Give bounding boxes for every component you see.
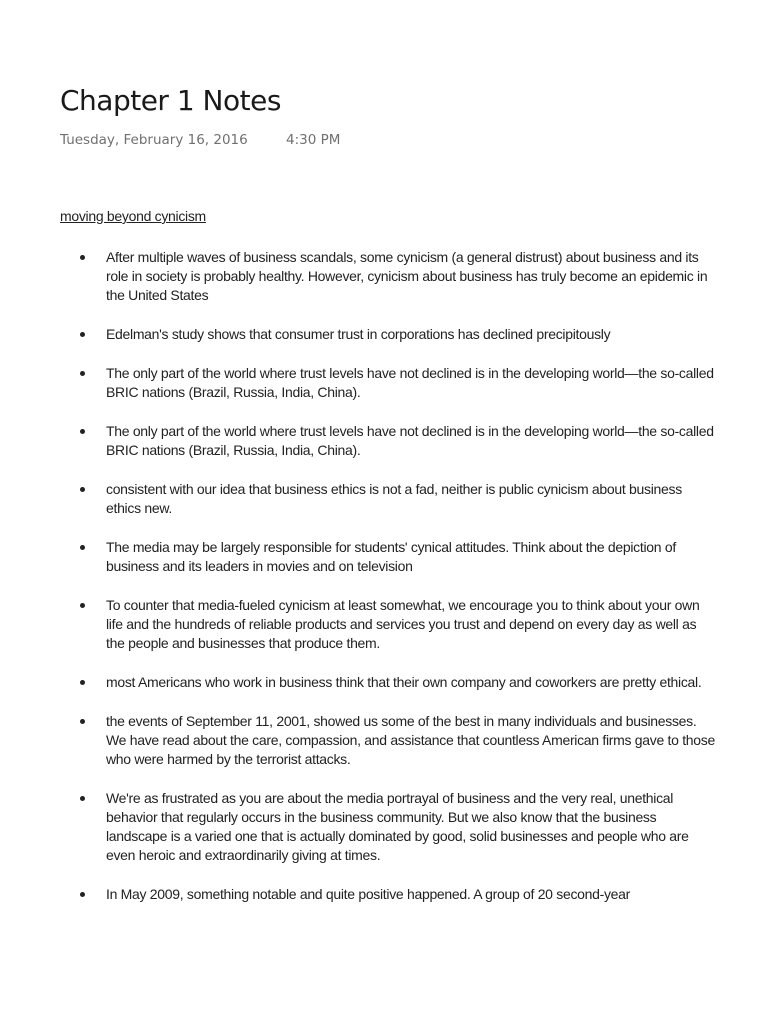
list-item bbox=[0, 422, 768, 460]
bullet-text: The media may be largely responsible for students' cynical attitudes. Think about the depiction of business and its leaders in movies and on television bbox=[106, 539, 676, 574]
list-item bbox=[0, 885, 768, 904]
bullet-icon bbox=[80, 796, 85, 801]
list-item bbox=[0, 789, 768, 865]
bullet-text: consistent with our idea that business ethics is not a fad, neither is public cynicism about business ethics new. bbox=[106, 481, 682, 516]
note-date: Tuesday, February 16, 2016 bbox=[60, 132, 248, 148]
bullet-icon bbox=[80, 332, 85, 337]
list-item bbox=[0, 480, 768, 518]
bullet-icon bbox=[80, 371, 85, 376]
bullet-text: the events of September 11, 2001, showed us some of the best in many individuals and businesses. We have read about the care, compassion, and assistance that countless American firms gave to those who were harmed by the terrorist attacks. bbox=[106, 713, 715, 767]
list-item bbox=[0, 673, 768, 692]
list-item bbox=[0, 364, 768, 402]
bullet-icon bbox=[80, 892, 85, 897]
bullet-list bbox=[0, 248, 768, 924]
note-time: 4:30 PM bbox=[286, 132, 341, 148]
list-item bbox=[0, 596, 768, 653]
list-item bbox=[0, 712, 768, 769]
bullet-icon bbox=[80, 719, 85, 724]
section-heading: moving beyond cynicism bbox=[60, 208, 206, 224]
bullet-text: To counter that media-fueled cynicism at least somewhat, we encourage you to think about your own life and the hundreds of reliable products and services you trust and depend on every day as well as the people and businesses that produce them. bbox=[106, 597, 700, 651]
bullet-icon bbox=[80, 429, 85, 434]
bullet-text: We're as frustrated as you are about the media portrayal of business and the very real, unethical behavior that regularly occurs in the business community. But we also know that the business landscape is a varied one that is actually dominated by good, solid businesses and people who are even heroic and extraordinarily giving at times. bbox=[106, 790, 689, 863]
bullet-text: The only part of the world where trust levels have not declined is in the developing world—the so-called BRIC nations (Brazil, Russia, India, China). bbox=[106, 423, 714, 458]
bullet-text: In May 2009, something notable and quite positive happened. A group of 20 second-year bbox=[106, 886, 631, 902]
bullet-text: After multiple waves of business scandals, some cynicism (a general distrust) about business and its role in society is probably healthy. However, cynicism about business has truly become an epidemic in the United States bbox=[106, 249, 708, 303]
page-title: Chapter 1 Notes bbox=[60, 84, 281, 117]
list-item bbox=[0, 538, 768, 576]
bullet-text: The only part of the world where trust levels have not declined is in the developing world—the so-called BRIC nations (Brazil, Russia, India, China). bbox=[106, 365, 714, 400]
bullet-text: most Americans who work in business think that their own company and coworkers are pretty ethical. bbox=[106, 674, 702, 690]
list-item bbox=[0, 248, 768, 305]
bullet-icon bbox=[80, 680, 85, 685]
list-item bbox=[0, 325, 768, 344]
bullet-text: Edelman's study shows that consumer trust in corporations has declined precipitously bbox=[106, 326, 611, 342]
bullet-icon bbox=[80, 255, 85, 260]
bullet-icon bbox=[80, 545, 85, 550]
bullet-icon bbox=[80, 603, 85, 608]
bullet-icon bbox=[80, 487, 85, 492]
